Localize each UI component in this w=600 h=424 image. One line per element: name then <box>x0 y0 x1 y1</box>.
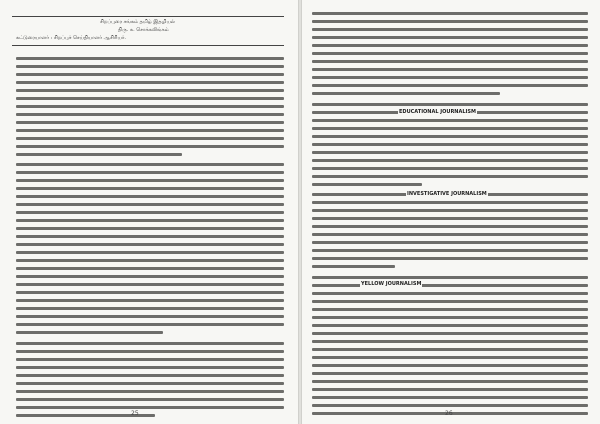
right-paragraph-1 <box>312 12 588 100</box>
page-number: 25 <box>131 410 139 417</box>
left-paragraph-2 <box>16 163 284 339</box>
left-paragraph-3 <box>16 342 284 422</box>
term-educational-journalism: EDUCATIONAL JOURNALISM <box>399 109 476 115</box>
right-page <box>302 0 600 424</box>
header-top-rule <box>12 16 284 17</box>
page-number: 26 <box>445 410 453 417</box>
term-yellow-journalism: YELLOW JOURNALISM <box>361 281 422 287</box>
left-page <box>0 0 298 424</box>
right-paragraph-2 <box>312 103 588 191</box>
header-line-3: கட்டுரையாளர் : சிறப்புச் செய்தியாளர் ஆசிரியர். <box>16 35 126 41</box>
right-paragraph-3 <box>312 193 588 273</box>
header-line-1: சிறப்புரை சங்கம் தமிழ் இதழியல் <box>100 19 175 25</box>
header-bottom-rule <box>12 45 284 46</box>
right-paragraph-4 <box>312 276 588 420</box>
header-line-2: திரு. க. சொக்கலிங்கம் <box>118 27 169 33</box>
left-paragraph-1 <box>16 57 284 161</box>
term-investigative-journalism: INVESTIGATIVE JOURNALISM <box>407 191 487 197</box>
